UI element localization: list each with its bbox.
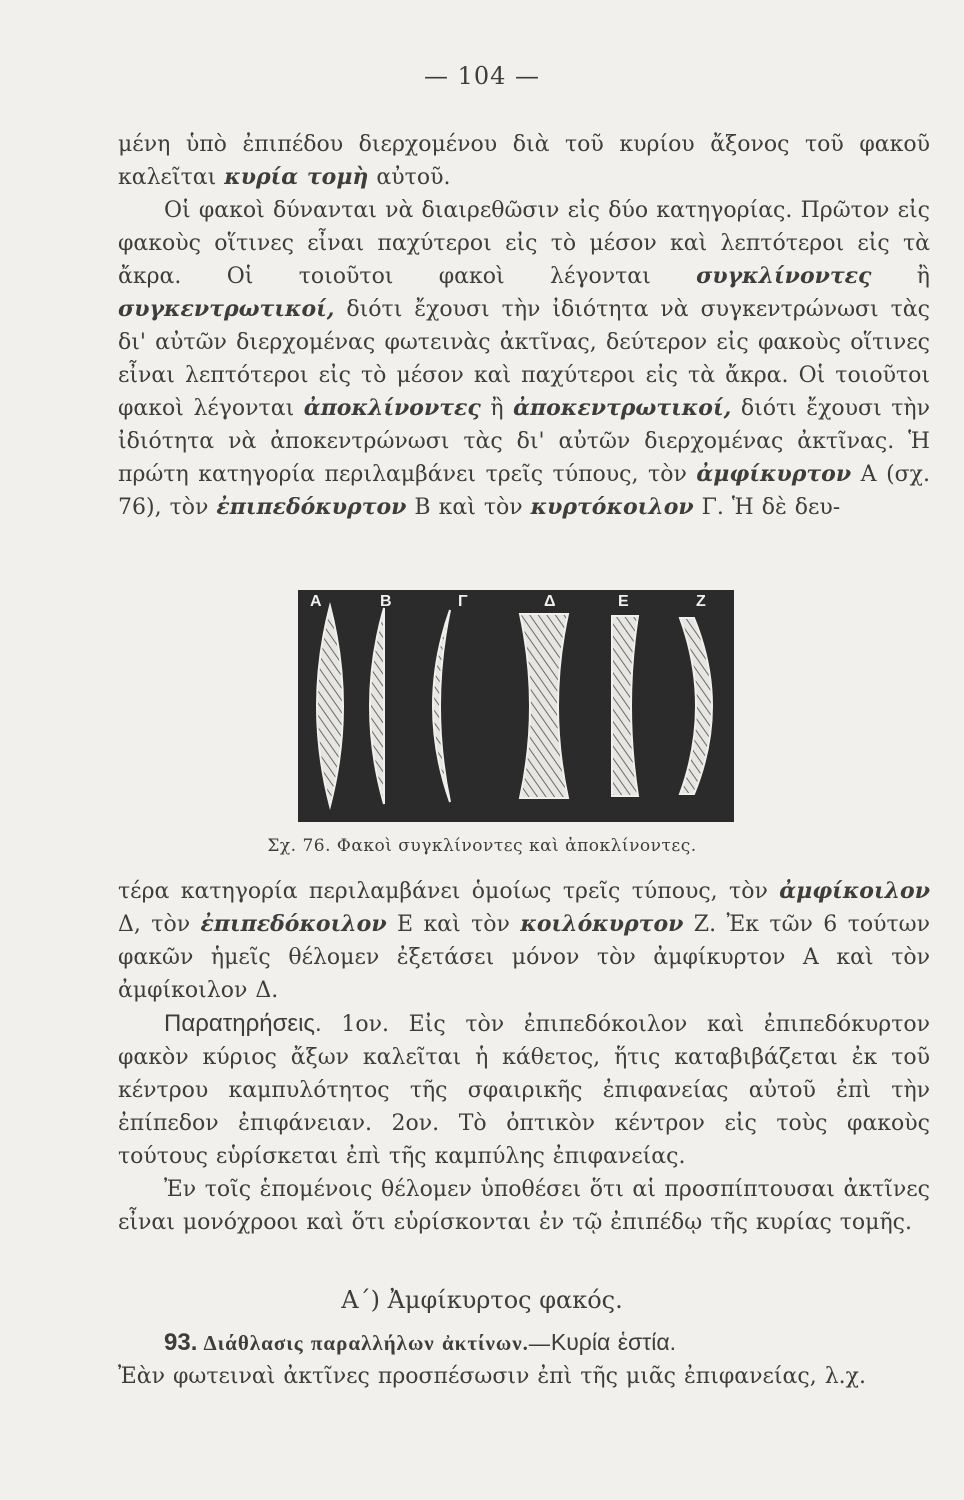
figure-label-d: Δ xyxy=(544,593,556,610)
text-run: μένη ὑπὸ ἐπιπέδου διερχομένου διὰ τοῦ κυρίου ἄξονος τοῦ φακοῦ καλεῖται xyxy=(118,132,930,190)
text-run: Οἱ φακοὶ δύνανται νὰ διαιρεθῶσιν εἰς δύο κατηγορίας. Πρῶτον εἰς φακοὺς οἵτινες εἶναι παχύτεροι εἰς τὸ μέσον καὶ λεπτότεροι εἰς τὰ ἄκρα. Οἱ τοιοῦτοι φακοὶ λέγονται xyxy=(118,198,930,289)
text-run: Ἐὰν φωτειναὶ ἀκτῖνες προσπέσωσιν ἐπὶ τῆς μιᾶς ἐπιφανείας, λ.χ. xyxy=(118,1364,866,1389)
term-amfikoilos: ἀμφίκοιλον xyxy=(779,878,930,904)
page-number: — 104 — xyxy=(423,62,541,90)
figure-label-z: Ζ xyxy=(696,593,706,610)
text-run: Δ, τὸν xyxy=(118,912,201,937)
text-run: διότι ἔχουσι τὴν ἰδιότητα νὰ συγκεντρώνωσι τὰς δι' αὐτῶν διερχομένας φωτεινὰς ἀκτῖνας, δεύτερον εἰς φακοὺς οἵτινες εἶναι λεπτότεροι εἰς τὸ μέσον καὶ παχύτεροι εἰς τὰ ἄκρα. Οἱ τοιοῦτοι φακοὶ λέγονται xyxy=(118,297,930,421)
paragraph-second-category xyxy=(118,875,930,1239)
text-run: ἢ xyxy=(480,396,514,421)
text-run: Α (σχ. 76), τὸν xyxy=(118,462,930,520)
paragraph-lens-categories xyxy=(118,128,930,524)
term-epipedokyrtos: ἐπιπεδόκυρτον xyxy=(216,494,407,520)
text-run: Ε καὶ τὸν xyxy=(386,912,521,937)
figure-label-g: Γ xyxy=(458,593,468,610)
text-run: ἢ xyxy=(871,264,930,289)
figure-label-a: Α xyxy=(310,593,322,610)
term-synkentrotikoi: συγκεντρωτικοί, xyxy=(118,296,335,322)
text-run: διότι ἔχουσι τὴν ἰδιότητα νὰ ἀποκεντρώνωσι τὰς δι' αὐτῶν διερχομένας ἀκτῖνας. Ἡ πρώτη κατηγορία περιλαμβάνει τρεῖς τύπους, τὸν xyxy=(118,396,930,487)
text-run: Γ. Ἡ δὲ δευ- xyxy=(693,495,841,520)
figure-label-e: Ε xyxy=(618,593,629,610)
term-apokentrotikoi: ἀποκεντρωτικοί, xyxy=(513,395,732,421)
figure-caption: Σχ. 76. Φακοὶ συγκλίνοντες καὶ ἀποκλίνοντες. xyxy=(267,836,697,856)
term-kyria-tomi: κυρία τομὴ xyxy=(224,164,369,190)
text-run: Ἐν τοῖς ἑπομένοις θέλομεν ὑποθέσει ὅτι αἱ προσπίπτουσαι ἀκτῖνες εἶναι μονόχροοι καὶ ὅτι εὑρίσκονται ἐν τῷ ἐπιπέδῳ τῆς κυρίας τομῆς. xyxy=(118,1177,930,1235)
term-apoklinontes: ἀποκλίνοντες xyxy=(303,395,481,421)
section-93 xyxy=(118,1326,930,1393)
term-kyrtokoilos: κυρτόκοιλον xyxy=(530,494,694,520)
term-amfikyrtos: ἀμφίκυρτον xyxy=(696,461,852,487)
section-93-title: Διάθλασις παραλλήλων ἀκτίνων.— xyxy=(197,1331,551,1355)
text-run: τέρα κατηγορία περιλαμβάνει ὁμοίως τρεῖς τύπους, τὸν xyxy=(118,879,780,904)
text-run: Ζ. Ἐκ τῶν 6 τούτων φακῶν ἡμεῖς θέλομεν ἐξετάσει μόνον τὸν ἀμφίκυρτον Α καὶ τὸν ἀμφίκοιλον Δ. xyxy=(118,912,930,1003)
term-epipedokoilos: ἐπιπεδόκοιλον xyxy=(200,911,387,937)
term-synklinontes: συγκλίνοντες xyxy=(696,263,872,289)
section-title: Α΄) Ἀμφίκυρτος φακός. xyxy=(341,1286,623,1314)
figure-label-b: Β xyxy=(380,593,392,610)
text-run: Β καὶ τὸν xyxy=(406,495,531,520)
section-number: 93. xyxy=(164,1329,198,1356)
observations-heading: Παρατηρήσεις. xyxy=(164,1010,322,1037)
lens-figure xyxy=(298,590,734,822)
term-koilokyrtos: κοιλόκυρτον xyxy=(520,911,684,937)
lens-figure-drawing xyxy=(298,590,734,822)
section-93-title-2: Κυρία ἑστία. xyxy=(550,1329,677,1355)
text-run: 1ον. Εἰς τὸν ἐπιπεδόκοιλον καὶ ἐπιπεδόκυρτον φακὸν κύριος ἄξων καλεῖται ἡ κάθετος, ἥτις καταβιβάζεται ἐκ τοῦ κέντρου καμπυλότητος τῆς σφαιρικῆς ἐπιφανείας αὐτοῦ ἐπὶ τὴν ἐπίπεδον ἐπιφάνειαν. 2ον. Τὸ ὀπτικὸν κέντρον εἰς τοὺς φακοὺς τούτους εὑρίσκεται ἐπὶ τῆς καμπύλης ἐπιφανείας. xyxy=(118,1012,930,1169)
text-run: αὐτοῦ. xyxy=(368,165,451,190)
